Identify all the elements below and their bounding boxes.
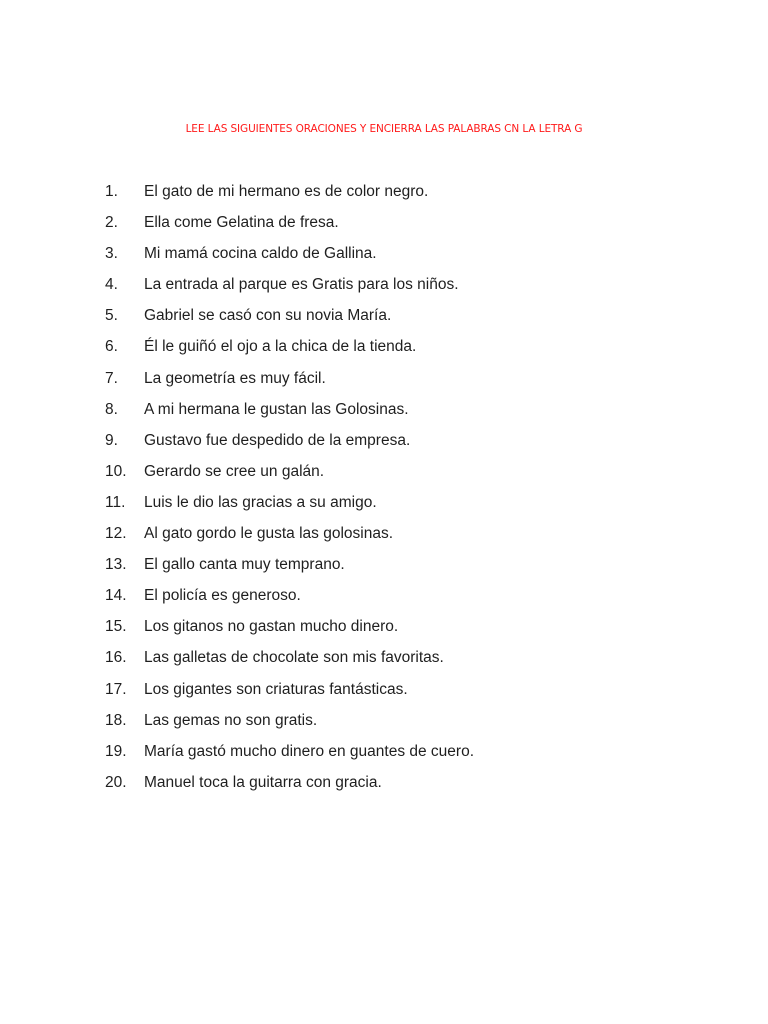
item-sentence: Gabriel se casó con su novia María.	[144, 307, 392, 325]
item-number: 13.	[105, 556, 127, 574]
item-sentence: Gustavo fue despedido de la empresa.	[144, 431, 411, 449]
list-item	[0, 647, 768, 678]
list-item	[0, 399, 768, 430]
item-number: 11.	[105, 493, 126, 511]
item-number: 9.	[105, 431, 118, 449]
item-sentence: El policía es generoso.	[144, 587, 301, 605]
item-sentence: Manuel toca la guitarra con gracia.	[144, 773, 382, 791]
item-sentence: La entrada al parque es Gratis para los niños.	[144, 276, 459, 294]
item-number: 18.	[105, 711, 127, 729]
item-number: 20.	[105, 773, 127, 791]
item-number: 6.	[105, 338, 118, 356]
item-number: 17.	[105, 680, 127, 698]
sentence-list	[0, 181, 768, 803]
item-sentence: A mi hermana le gustan las Golosinas.	[144, 400, 409, 418]
list-item	[0, 741, 768, 772]
item-sentence: Mi mamá cocina caldo de Gallina.	[144, 245, 377, 263]
item-number: 10.	[105, 462, 127, 480]
list-item	[0, 274, 768, 305]
item-sentence: El gallo canta muy temprano.	[144, 556, 345, 574]
item-number: 4.	[105, 276, 118, 294]
list-item	[0, 616, 768, 647]
list-item	[0, 585, 768, 616]
list-item	[0, 430, 768, 461]
item-sentence: Ella come Gelatina de fresa.	[144, 214, 339, 232]
item-number: 19.	[105, 742, 127, 760]
list-item	[0, 523, 768, 554]
item-sentence: Las galletas de chocolate son mis favoritas.	[144, 649, 444, 667]
list-item	[0, 368, 768, 399]
item-number: 14.	[105, 587, 127, 605]
item-number: 15.	[105, 618, 127, 636]
list-item	[0, 461, 768, 492]
item-number: 8.	[105, 400, 118, 418]
item-sentence: Gerardo se cree un galán.	[144, 462, 325, 480]
item-sentence: El gato de mi hermano es de color negro.	[144, 183, 429, 200]
list-item	[0, 336, 768, 367]
item-number: 7.	[105, 369, 118, 387]
list-item	[0, 492, 768, 523]
item-sentence: Al gato gordo le gusta las golosinas.	[144, 525, 394, 543]
item-number: 2.	[105, 214, 118, 232]
list-item	[0, 554, 768, 585]
item-number: 5.	[105, 307, 118, 325]
item-number: 12.	[105, 525, 127, 543]
item-sentence: Los gigantes son criaturas fantásticas.	[144, 680, 408, 698]
list-item	[0, 710, 768, 741]
item-sentence: María gastó mucho dinero en guantes de cuero.	[144, 742, 475, 760]
item-number: 16.	[105, 649, 127, 667]
list-item	[0, 772, 768, 803]
item-sentence: Él le guiñó el ojo a la chica de la tienda.	[144, 338, 417, 356]
item-number: 3.	[105, 245, 118, 263]
item-number: 1.	[105, 183, 118, 200]
worksheet-title: LEE LAS SIGUIENTES ORACIONES Y ENCIERRA LAS PALABRAS CN LA LETRA G	[185, 123, 583, 135]
item-sentence: Luis le dio las gracias a su amigo.	[144, 493, 377, 511]
list-item	[0, 679, 768, 710]
list-item	[0, 243, 768, 274]
list-item	[0, 181, 768, 212]
item-sentence: Los gitanos no gastan mucho dinero.	[144, 618, 399, 636]
list-item	[0, 305, 768, 336]
item-sentence: Las gemas no son gratis.	[144, 711, 318, 729]
item-sentence: La geometría es muy fácil.	[144, 369, 326, 387]
list-item	[0, 212, 768, 243]
